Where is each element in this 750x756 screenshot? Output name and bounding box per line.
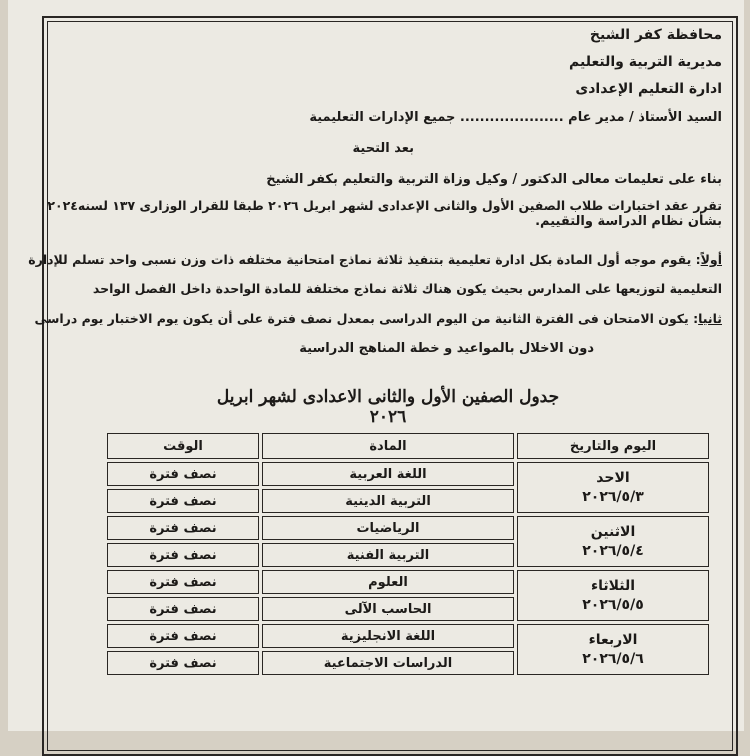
time-cell: نصف فترة xyxy=(107,543,259,567)
header-time: الوقت xyxy=(107,433,259,459)
greeting: بعد التحية xyxy=(352,141,414,156)
first-clause-line1 xyxy=(28,252,722,268)
table-row xyxy=(107,516,709,540)
time-cell: نصف فترة xyxy=(107,624,259,648)
subject-cell: الرياضيات xyxy=(262,516,514,540)
subject-cell: التربية الدينية xyxy=(262,489,514,513)
day-cell xyxy=(517,516,709,567)
day-date: ٢٠٢٦/٥/٥ xyxy=(582,596,644,613)
addressee-line: السيد الأستاذ / مدير عام ..................... جميع الإدارات التعليمية xyxy=(309,110,722,125)
document-sheet xyxy=(8,0,744,731)
paragraph-decision-line1: تقرر عقد اختبارات طلاب الصفين الأول والثانى الإعدادى لشهر ابريل ٢٠٢٦ طبقا للقرار الوزارى ١٣٧ لسنه٢٠٢٤ xyxy=(47,198,722,213)
table-row xyxy=(107,462,709,486)
time-cell: نصف فترة xyxy=(107,570,259,594)
second-clause-line1 xyxy=(34,311,722,327)
time-cell: نصف فترة xyxy=(107,516,259,540)
first-clause-label: أولاً xyxy=(700,252,722,267)
header-day: اليوم والتاريخ xyxy=(517,433,709,459)
day-name: الاحد xyxy=(596,469,630,486)
day-date: ٢٠٢٦/٥/٦ xyxy=(582,650,644,667)
day-name: الثلاثاء xyxy=(590,577,636,594)
day-cell xyxy=(517,624,709,675)
time-cell: نصف فترة xyxy=(107,489,259,513)
day-cell xyxy=(517,570,709,621)
first-clause-text: : يقوم موجه أول المادة بكل ادارة تعليمية بتنفيذ ثلاثة نماذج امتحانية مختلفه ذات وزن نسبى واحد تسلم للإدارة xyxy=(28,252,701,267)
day-name: الاثنين xyxy=(590,523,636,540)
subject-cell: اللغة الانجليزية xyxy=(262,624,514,648)
governorate-label: محافظة كفر الشيخ xyxy=(589,27,722,43)
schedule-title: جدول الصفين الأول والثانى الاعدادى لشهر ابريل ٢٠٢٦ xyxy=(216,387,560,427)
schedule-table xyxy=(104,430,712,678)
second-clause-text: : يكون الامتحان فى الفترة الثانية من اليوم الدراسى بمعدل نصف فترة على أن يكون يوم الاختبار يوم دراسى xyxy=(34,311,699,326)
paragraph-decision-line2: بشأن نظام الدراسة والتقييم. xyxy=(535,214,722,229)
day-cell xyxy=(517,462,709,513)
day-date: ٢٠٢٦/٥/٣ xyxy=(582,488,644,505)
day-date: ٢٠٢٦/٥/٤ xyxy=(582,542,644,559)
subject-cell: الدراسات الاجتماعية xyxy=(262,651,514,675)
table-row xyxy=(107,570,709,594)
directorate-label: مديرية التربية والتعليم xyxy=(569,54,722,70)
department-label: ادارة التعليم الإعدادى xyxy=(575,81,722,97)
header-subject: المادة xyxy=(262,433,514,459)
first-clause-line2: التعليمية لتوزيعها على المدارس بحيث يكون هناك ثلاثة نماذج مختلفة للمادة الواحدة داخل الفصل الواحد xyxy=(92,281,722,296)
subject-cell: العلوم xyxy=(262,570,514,594)
paragraph-intro: بناء على تعليمات معالى الدكتور / وكيل وزاة التربية والتعليم بكفر الشيخ xyxy=(266,172,722,187)
day-name: الاربعاء xyxy=(588,631,638,648)
time-cell: نصف فترة xyxy=(107,597,259,621)
subject-cell: التربية الفنية xyxy=(262,543,514,567)
subject-cell: اللغة العربية xyxy=(262,462,514,486)
subject-cell: الحاسب الآلى xyxy=(262,597,514,621)
second-clause-label: ثانيا xyxy=(698,311,722,326)
table-row xyxy=(107,624,709,648)
time-cell: نصف فترة xyxy=(107,651,259,675)
time-cell: نصف فترة xyxy=(107,462,259,486)
table-header-row xyxy=(107,433,709,459)
second-clause-line2: دون الاخلال بالمواعيد و خطة المناهج الدراسية xyxy=(299,341,594,356)
